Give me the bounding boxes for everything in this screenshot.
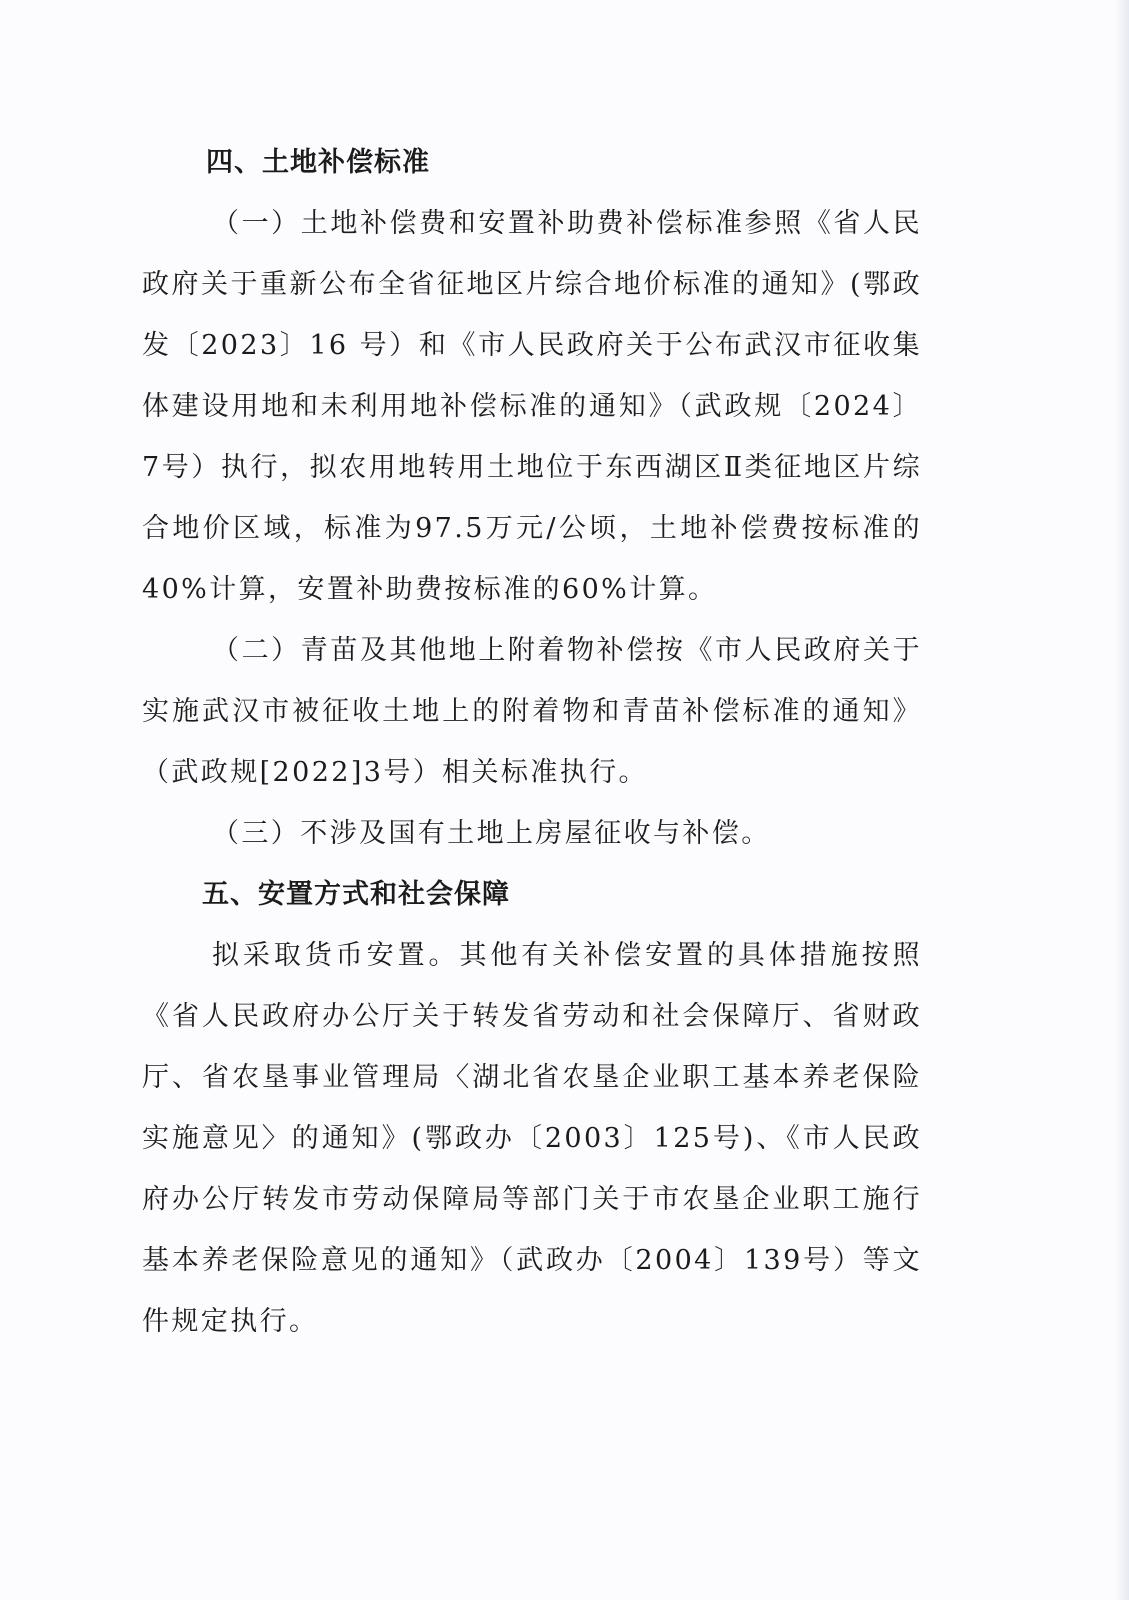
document-body: [142, 132, 922, 1352]
paragraph-resettlement-measures: 拟采取货币安置。其他有关补偿安置的具体措施按照《省人民政府办公厅关于转发省劳动和社会保障厅、省财政厅、省农垦事业管理局〈湖北省农垦企业职工基本养老保险实施意见〉的通知》(鄂政办〔2003〕125号)、《市人民政府办公厅转发市劳动保障局等部门关于市农垦企业职工施行基本养老保险意见的通知》（武政办〔2004〕139号）等文件规定执行。: [142, 940, 922, 1337]
paragraph-land-compensation-fees: （一）土地补偿费和安置补助费补偿标准参照《省人民政府关于重新公布全省征地区片综合地价标准的通知》(鄂政发〔2023〕16 号）和《市人民政府关于公布武汉市征收集体建设用地和未利用地补偿标准的通知》（武政规〔2024〕7号）执行，拟农用地转用土地位于东西湖区Ⅱ类征地区片综合地价区域，标准为97.5万元/公顷，土地补偿费按标准的40%计算，安置补助费按标准的60%计算。: [142, 208, 922, 605]
paragraph-crops-attachments: （二）青苗及其他地上附着物补偿按《市人民政府关于实施武汉市被征收土地上的附着物和青苗补偿标准的通知》（武政规[2022]3号）相关标准执行。: [142, 635, 922, 788]
scan-edge-shadow: [1115, 0, 1129, 1600]
section-heading-resettlement-social-security: 五、安置方式和社会保障: [202, 879, 510, 910]
paragraph-state-land-houses: （三）不涉及国有土地上房屋征收与补偿。: [212, 818, 771, 849]
section-heading-land-compensation: 四、土地补偿标准: [206, 147, 430, 178]
